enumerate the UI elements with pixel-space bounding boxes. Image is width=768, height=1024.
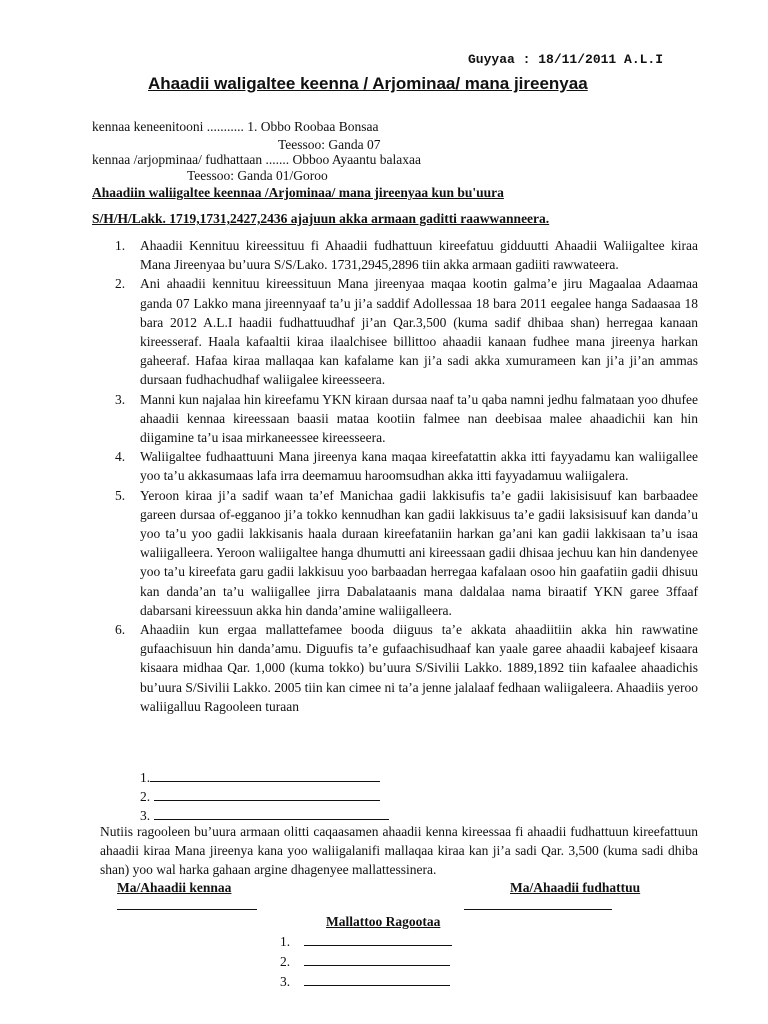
witness-number: 2. — [280, 954, 291, 969]
subheading-line-1: Ahaadiin waliigaltee keennaa /Arjominaa/ mana jireenyaa kun bu'uura — [92, 185, 504, 200]
witness-blank-row — [140, 768, 389, 787]
clause-item — [112, 620, 698, 716]
clause-item — [112, 274, 698, 389]
witness-signature-line — [304, 932, 452, 946]
party-giver-line: kennaa keneenitooni ........... 1. Obbo Roobaa Bonsaa — [92, 119, 379, 134]
clause-text: Yeroon kiraa ji’a sadif waan ta’ef Manichaa gadii lakkisufis ta’e gadii lakisisisuuf kan barbaadee gareen dursaa of-egganoo ji’a tokko kennudhan kan gadii lakkisuus ta’e gadii laksisisuuf kan danda’u yoo ta’u yoo gadii lakkisanis haala duraan kireefataniin harkan ga’ani kan gadii lakkisaan ta’u isaa waliigalleera. Yeroon waliigaltee hanga dhumutti ani kireessaan gadii dhisaa jechuu kan hin dandenyee yoo ta’u kireefata garu gadii lakkisuu yoo barbaadan herregaa kafalaan osoo hin gaafatiin gadii dhisuu kan danda’an ta’u waliigallee jirra Dabalataanis mana daldalaa nama biraatif YKN garee 3ffaaf dabarsani kireessuun akka hin danda’amine waliigalleera. — [140, 487, 698, 618]
signature-line-receiver — [464, 908, 612, 910]
signature-label-giver: Ma/Ahaadii kennaa — [117, 880, 232, 895]
witness-blank-number: 2. — [140, 789, 154, 804]
witness-signatures-title: Mallattoo Ragootaa — [326, 914, 441, 929]
document-date: Guyyaa : 18/11/2011 A.L.I — [468, 52, 664, 67]
clause-item — [112, 447, 698, 485]
clause-text: Manni kun najalaa hin kireefamu YKN kiraan dursaa naaf ta’u qaba namni jedhu falmataan yoo dhufee ahaadii kennaa kireessaan baasii mataa kootiin falmee nan deebisaa malee ahaadichii kan hin diigamine ta’u isaa mirkaneessee kireesseera. — [140, 391, 698, 446]
clause-number: 3. — [115, 391, 126, 407]
party-receiver-line: kennaa /arjopminaa/ fudhattaan ....... Obboo Ayaantu balaxaa — [92, 152, 422, 167]
witness-signature-line — [304, 952, 450, 966]
clause-number: 2. — [115, 276, 126, 292]
clause-text: Ahaadiin kun ergaa mallattefamee booda diiguus ta’e akkata ahaadiitiin akka hin rawwatine gufaachisuun hin danda’amu. Diguufis ta’e gufaachisudhaaf kan yaale garee ahaadii kabajeef kisaara kisaara midhaa Qar. 1,000 (kuma tokko) bu’uura S/Sivilii Lakko. 1889,1892 tiin kafaalee ahaadichis bu’uura S/Sivilii Lakko. 2005 tiin kan cimee ni ta’a jenne jalalaaf fedhaan waliigaleera. Ahaadiis yeroo waliigalluu Ragooleen turaan — [140, 622, 698, 714]
subheading-line-2: S/H/H/Lakk. 1719,1731,2427,2436 ajajuun akka armaan gaditti raawwanneera. — [92, 211, 550, 226]
clause-text: Ani ahaadii kennituu kireessituun Mana jireenyaa maqaa kootin galma’e jiru Magaalaa Adaamaa ganda 07 Lakko mana jireennyaaf ta’u ji’a saddif Adollessaa 18 bara 2011 eegalee hanga Sadaasaa 18 bara 2012 A.L.I haadii fudhattuudhaf ji’an Qar.3,500 (kuma sadif dhibaa shan) herregaa kanaan kireesseraf. Haala kafaaltii kiraa ilaalchisee billittoo ahaadii kanaan fudhee mana jireenya harkan gaheeraf. Hafaa kiraa mallaqaa kan kafalame kan ji’a sadi akka xumurameen kan ji’a ji’an ammas dursaan fudhachudhaf waliigalee kireesseera. — [140, 276, 698, 388]
clause-number: 6. — [115, 622, 126, 638]
witness-signature-row — [280, 932, 452, 952]
clause-item — [112, 236, 698, 274]
clause-number: 5. — [115, 487, 126, 503]
witness-signature-line — [304, 972, 450, 986]
clause-number: 4. — [115, 449, 126, 465]
closing-note: Nutiis ragooleen bu’uura armaan olitti caqaasamen ahaadii kenna kireessaa fi ahaadii fudhattuun kireefattuun ahaadii kiraa Mana jireenya kana yoo waliigalanifi mallaqaa kiraa kan ji’a sadi Qar. 3,500 (kuma sadi dhiba shan) yoo wal harka gahaan argine dhagenyee mallattessinera. — [100, 824, 698, 877]
clause-item — [112, 390, 698, 448]
clause-number: 1. — [115, 238, 126, 253]
witness-signature-list — [280, 932, 452, 992]
witness-blank-number: 1. — [140, 770, 151, 785]
clause-item — [112, 486, 698, 620]
party-giver-address: Teessoo: Ganda 07 — [278, 137, 381, 152]
witness-signature-row — [280, 972, 452, 992]
witness-blank-number: 3. — [140, 808, 154, 823]
witness-blank-line — [150, 768, 380, 782]
witness-blank-line — [154, 787, 380, 801]
witness-signature-row — [280, 952, 452, 972]
signature-line-giver — [117, 908, 257, 910]
clause-text: Waliigaltee fudhaattuuni Mana jireenya kana maqaa kireefatattin akka itti fayyadamu kan waliigallee yoo ta’u akkasumaas lafa irra deemamuu haroomsudhan akka itti fayyadamuu waliigalera. — [140, 449, 698, 484]
party-receiver-address: Teessoo: Ganda 01/Goroo — [187, 168, 328, 183]
witness-number: 1. — [280, 934, 291, 949]
clause-text: Ahaadii Kennituu kireessituu fi Ahaadii fudhattuun kireefatuu gidduutti Ahaadii Waliigaltee kiraa Mana Jireenyaa bu’uura S/S/Lako. 1731,2945,2896 tiin akka armaan gadiiti rawwateera. — [140, 238, 698, 273]
witness-blank-row — [140, 787, 389, 806]
document-title: Ahaadii waligaltee keenna / Arjominaa/ mana jireenyaa — [148, 74, 588, 93]
witness-blank-line — [154, 806, 389, 820]
witness-blank-list — [140, 768, 389, 825]
signature-label-receiver: Ma/Ahaadii fudhattuu — [510, 880, 641, 895]
witness-number: 3. — [280, 974, 291, 989]
agreement-clauses — [112, 236, 698, 716]
